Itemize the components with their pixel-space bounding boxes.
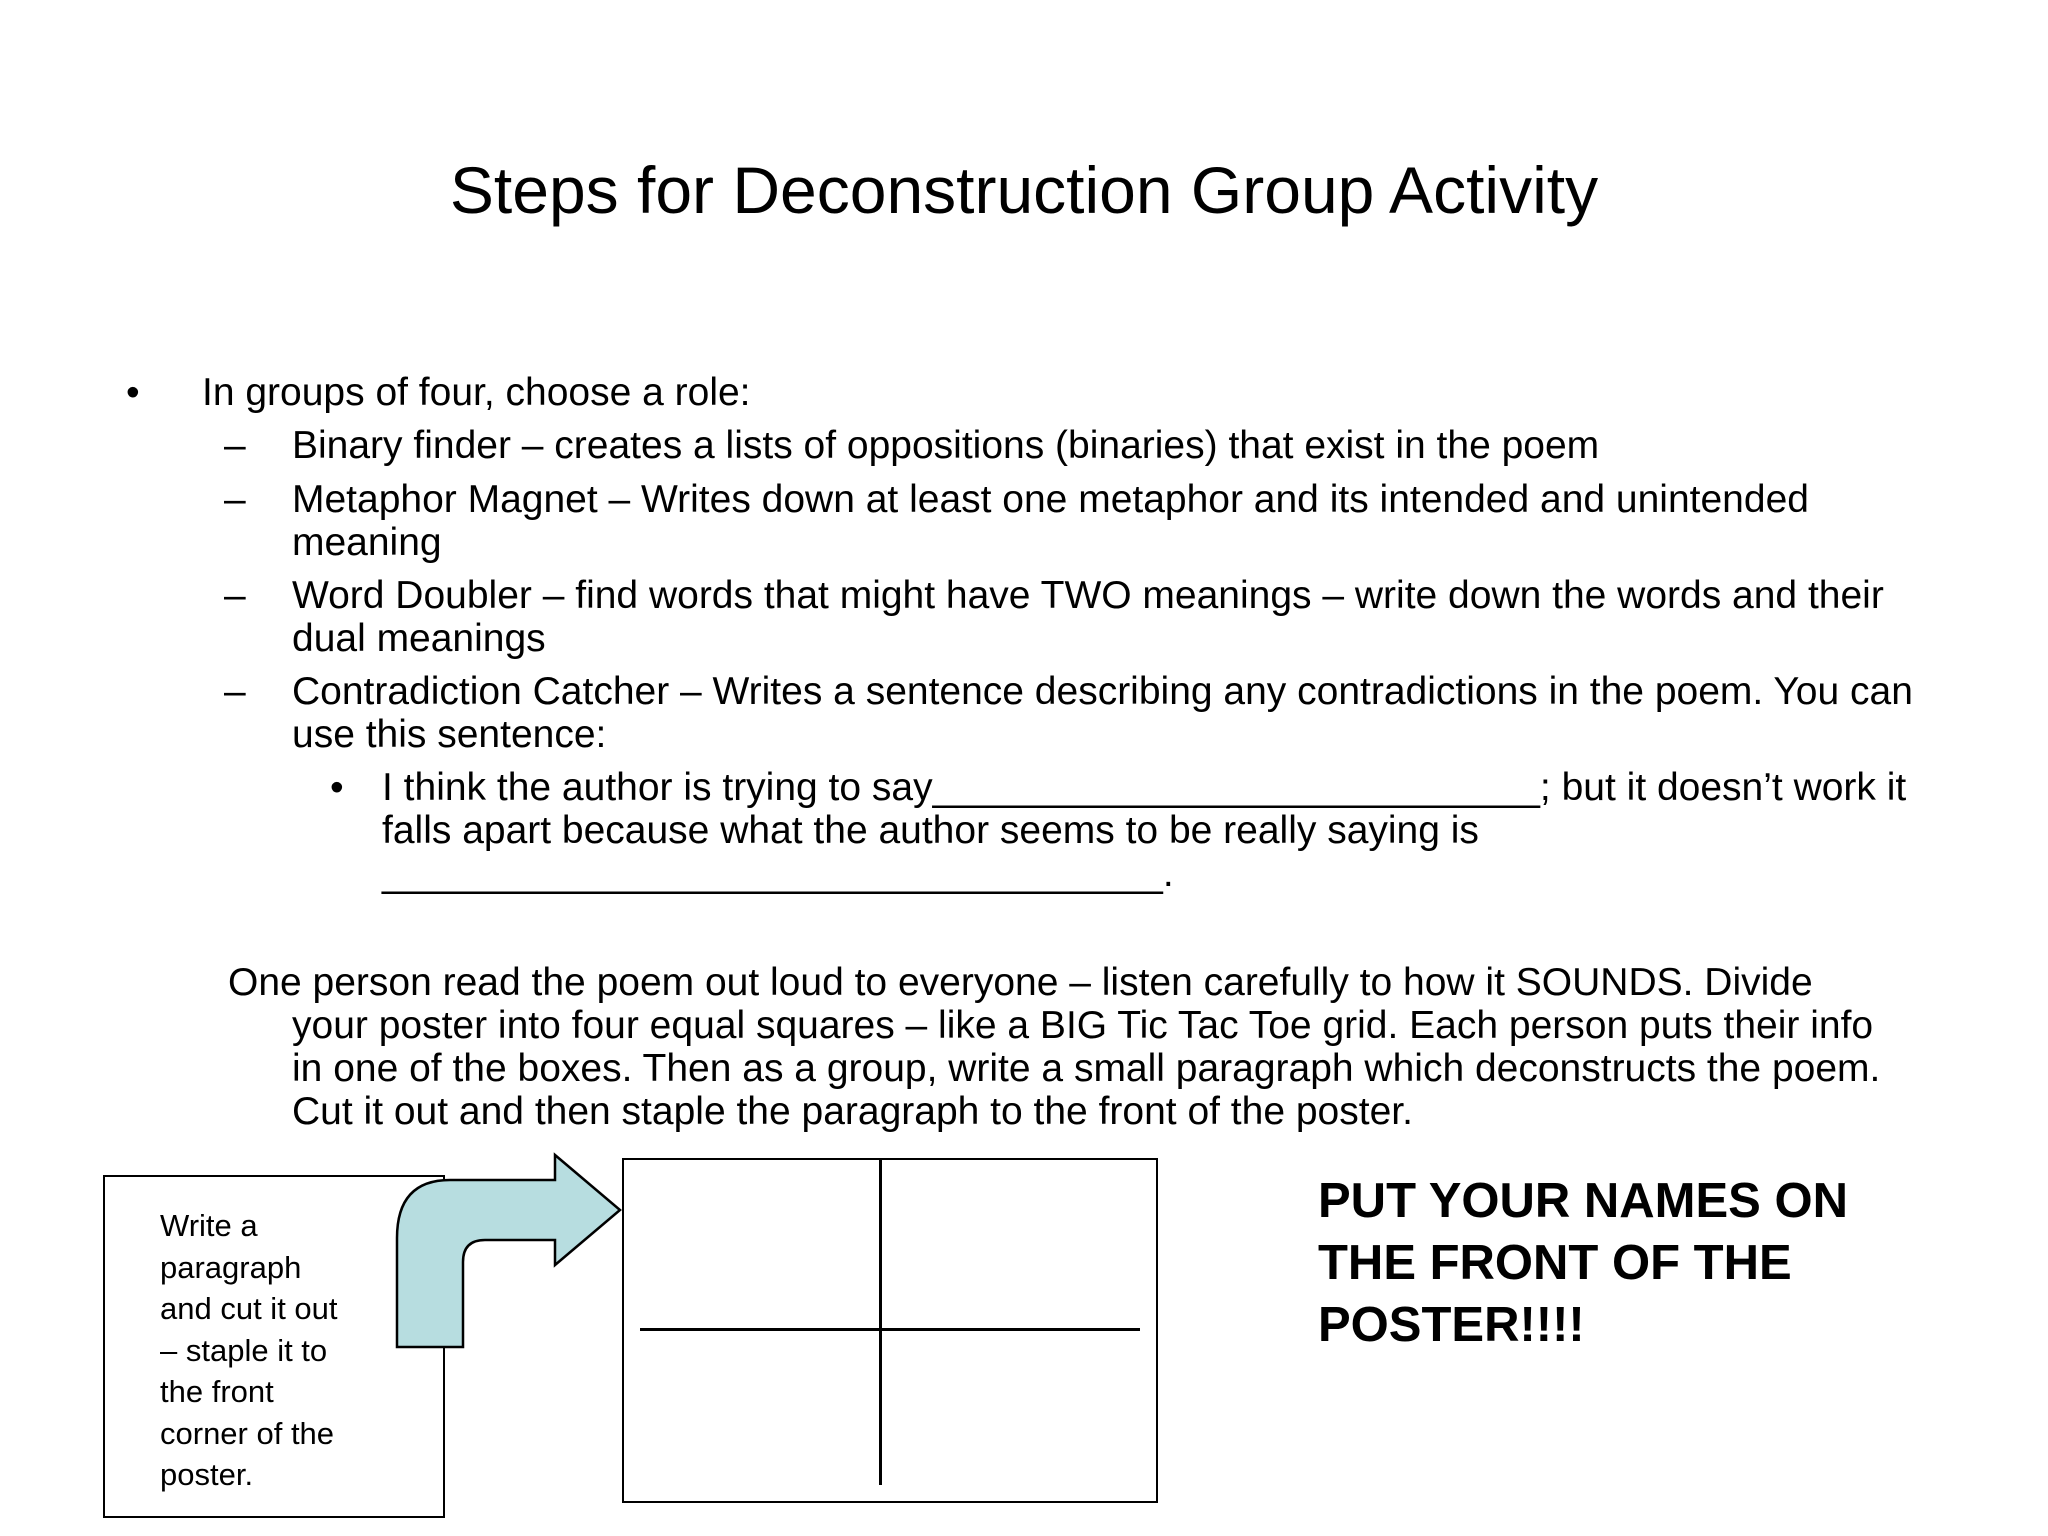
dash-icon: – xyxy=(224,424,246,467)
curved-arrow-icon xyxy=(390,1150,630,1360)
role-text: Word Doubler – find words that might have TWO meanings – write down the words and their dual meanings xyxy=(292,574,1884,660)
role-item-binary-finder xyxy=(224,424,1964,467)
bullet-icon: • xyxy=(330,766,344,809)
grid-vertical-line xyxy=(879,1160,882,1485)
dash-icon: – xyxy=(224,670,246,713)
poster-grid-diagram xyxy=(622,1158,1158,1503)
note-box-text: Write a paragraph and cut it out – staple it to the front corner of the poster. xyxy=(160,1208,338,1492)
role-text: Contradiction Catcher – Writes a sentence describing any contradictions in the poem. You can use this sentence: xyxy=(292,670,1913,756)
paragraph-line: your poster into four equal squares – like a BIG Tic Tac Toe grid. Each person puts their info xyxy=(292,1004,1874,1047)
sentence-frame-text: I think the author is trying to say____________________________; but it doesn’t work it falls apart because what the author seems to be really saying is ____________________________________. xyxy=(382,766,1907,895)
curved-arrow-shape xyxy=(397,1155,620,1347)
intro-text: In groups of four, choose a role: xyxy=(202,371,751,414)
role-text: Binary finder – creates a lists of oppositions (binaries) that exist in the poem xyxy=(292,424,1600,467)
paragraph-line: One person read the poem out loud to everyone – listen carefully to how it SOUNDS. Divide xyxy=(228,961,1813,1004)
role-item-metaphor-magnet xyxy=(224,478,1964,564)
paragraph-line: Cut it out and then staple the paragraph to the front of the poster. xyxy=(292,1090,1413,1133)
dash-icon: – xyxy=(224,478,246,521)
grid-horizontal-line xyxy=(640,1328,1140,1331)
instruction-paragraph xyxy=(228,961,1968,1133)
bullet-icon: • xyxy=(126,371,140,414)
sentence-frame-bullet xyxy=(330,766,1970,895)
role-text: Metaphor Magnet – Writes down at least one metaphor and its intended and unintended meaning xyxy=(292,478,1809,564)
role-item-word-doubler xyxy=(224,574,1964,660)
role-item-contradiction-catcher xyxy=(224,670,1964,756)
dash-icon: – xyxy=(224,574,246,617)
slide-title: Steps for Deconstruction Group Activity xyxy=(449,153,1599,227)
paragraph-line: in one of the boxes. Then as a group, write a small paragraph which deconstructs the poem. xyxy=(292,1047,1881,1090)
names-reminder-callout: PUT YOUR NAMES ON THE FRONT OF THE POSTER!!!! xyxy=(1318,1174,1848,1352)
